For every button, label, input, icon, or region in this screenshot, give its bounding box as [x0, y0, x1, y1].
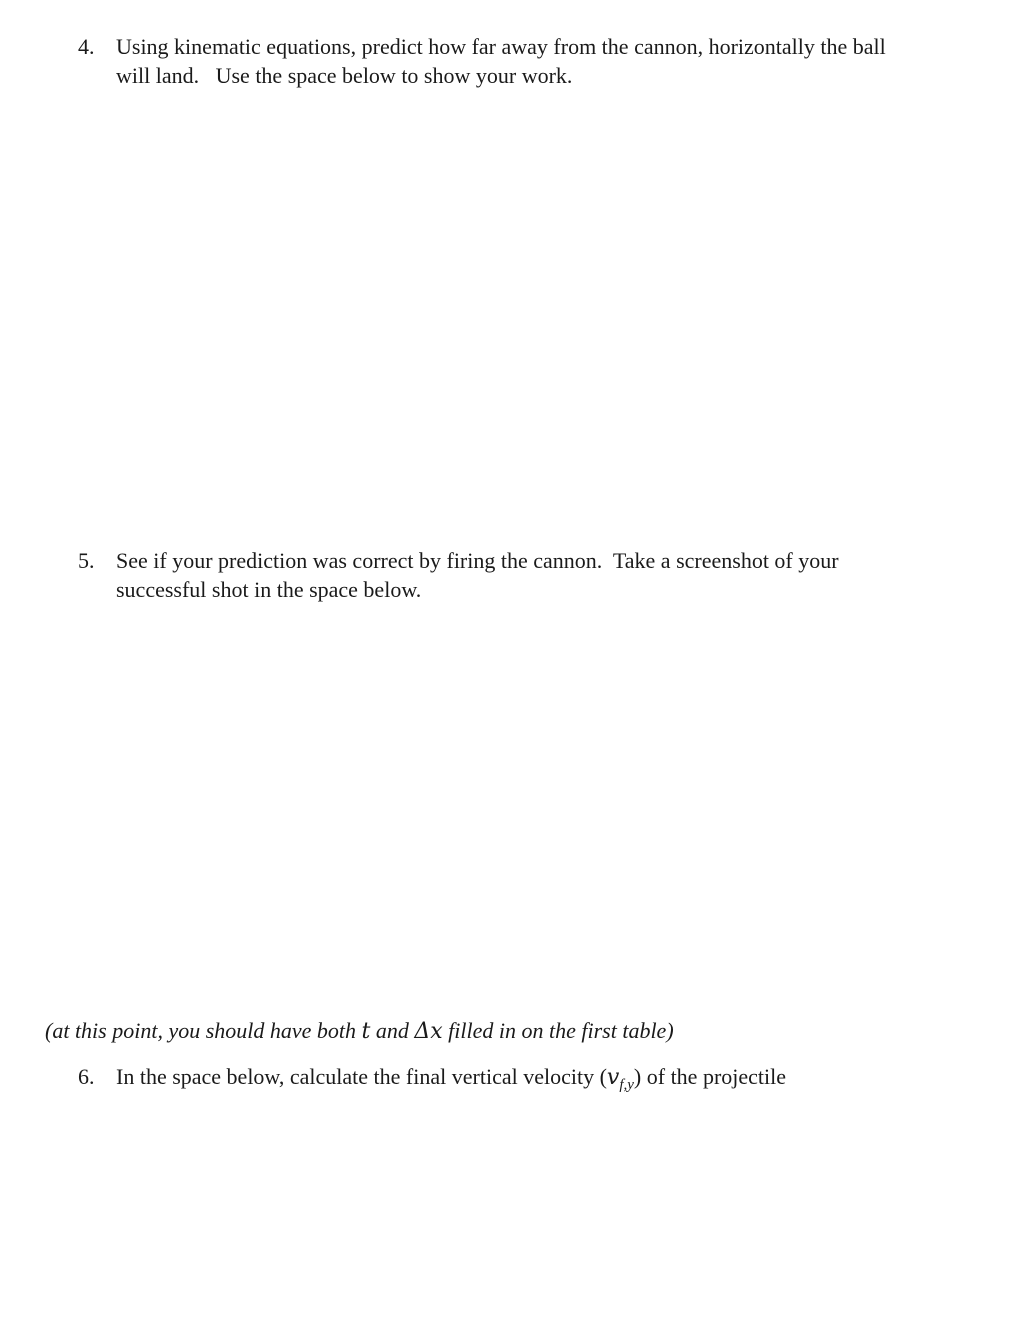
answer-space-5[interactable] — [78, 615, 948, 1005]
question-number: 5. — [78, 548, 95, 573]
question-5 — [78, 546, 948, 604]
question-6 — [78, 1062, 948, 1100]
note-text: (at this point, you should have both — [45, 1018, 362, 1043]
variable-subscript: f,y — [619, 1077, 634, 1093]
note-text: filled in on the first table) — [442, 1018, 674, 1043]
question-line: Using kinematic equations, predict how far away from the cannon, horizontally the ball — [116, 34, 886, 59]
question-number: 4. — [78, 34, 95, 59]
question-line: See if your prediction was correct by firing the cannon. Take a screenshot of your — [116, 548, 839, 573]
question-text — [116, 1062, 948, 1100]
variable-t: t — [361, 1019, 371, 1044]
question-text — [116, 32, 948, 90]
question-line: successful shot in the space below. — [116, 577, 422, 602]
variable-delta-x: Δx — [414, 1019, 443, 1044]
note-text: and — [370, 1018, 415, 1043]
answer-space-6[interactable] — [78, 1100, 948, 1320]
answer-space-4[interactable] — [78, 100, 948, 530]
question-text — [116, 546, 948, 604]
question-number: 6. — [78, 1064, 95, 1089]
question-4 — [78, 32, 948, 90]
question-line: will land. Use the space below to show your work. — [116, 63, 573, 88]
question-line: In the space below, calculate the final vertical velocity ( — [116, 1064, 607, 1089]
question-line: ) of the projectile — [633, 1064, 787, 1089]
instruction-note — [45, 1016, 674, 1046]
variable-v: v — [606, 1065, 620, 1090]
